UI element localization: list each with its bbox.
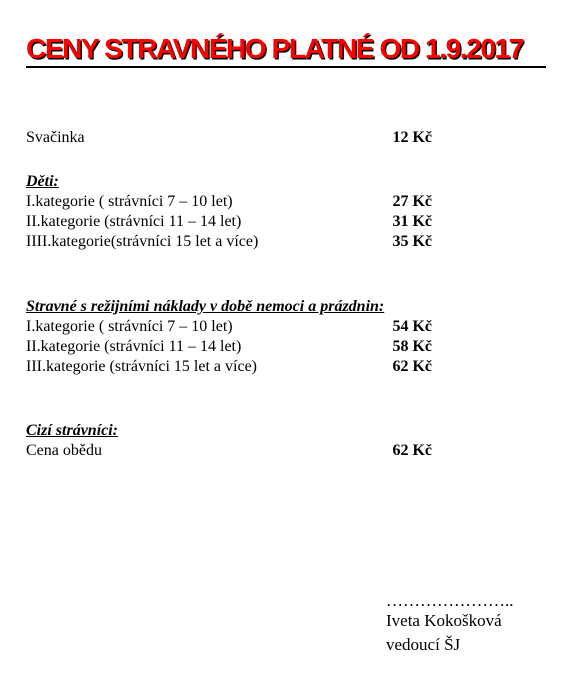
price-label: III.kategorie (strávníci 15 let a více) [26, 358, 257, 375]
signature-role: vedoucí ŠJ [386, 635, 461, 654]
price-row-snack [26, 128, 446, 148]
price-label: IIII.kategorie(strávníci 15 let a více) [26, 233, 259, 250]
price-row [26, 317, 446, 337]
price-value: 58 Kč [392, 338, 432, 355]
section-heading-children: Děti: [26, 173, 59, 190]
price-value: 27 Kč [392, 193, 432, 210]
price-label: I.kategorie ( strávníci 7 – 10 let) [26, 193, 233, 210]
price-row [26, 441, 446, 461]
price-label: II.kategorie (strávníci 11 – 14 let) [26, 213, 242, 230]
section-heading-external: Cizí strávníci: [26, 422, 119, 439]
price-value: 62 Kč [392, 358, 432, 375]
price-value: 12 Kč [392, 129, 432, 146]
price-row [26, 212, 446, 232]
price-value: 62 Kč [392, 442, 432, 459]
price-label: Svačinka [26, 129, 85, 146]
section-heading-overhead: Stravné s režijními náklady v době nemoci a prázdnin: [26, 298, 385, 315]
price-label: I.kategorie ( strávníci 7 – 10 let) [26, 318, 233, 335]
price-value: 31 Kč [392, 213, 432, 230]
page-title: CENY STRAVNÉHO PLATNÉ OD 1.9.2017 [26, 33, 523, 64]
price-value: 54 Kč [392, 318, 432, 335]
signature-name: Iveta Kokošková [386, 611, 502, 630]
signature-line: ………………….. [386, 591, 514, 610]
price-label: II.kategorie (strávníci 11 – 14 let) [26, 338, 242, 355]
price-label: Cena obědu [26, 442, 102, 459]
price-value: 35 Kč [392, 233, 432, 250]
price-row [26, 337, 446, 357]
price-row [26, 232, 446, 252]
title-underline [26, 66, 546, 68]
price-row [26, 192, 446, 212]
price-row [26, 357, 446, 377]
